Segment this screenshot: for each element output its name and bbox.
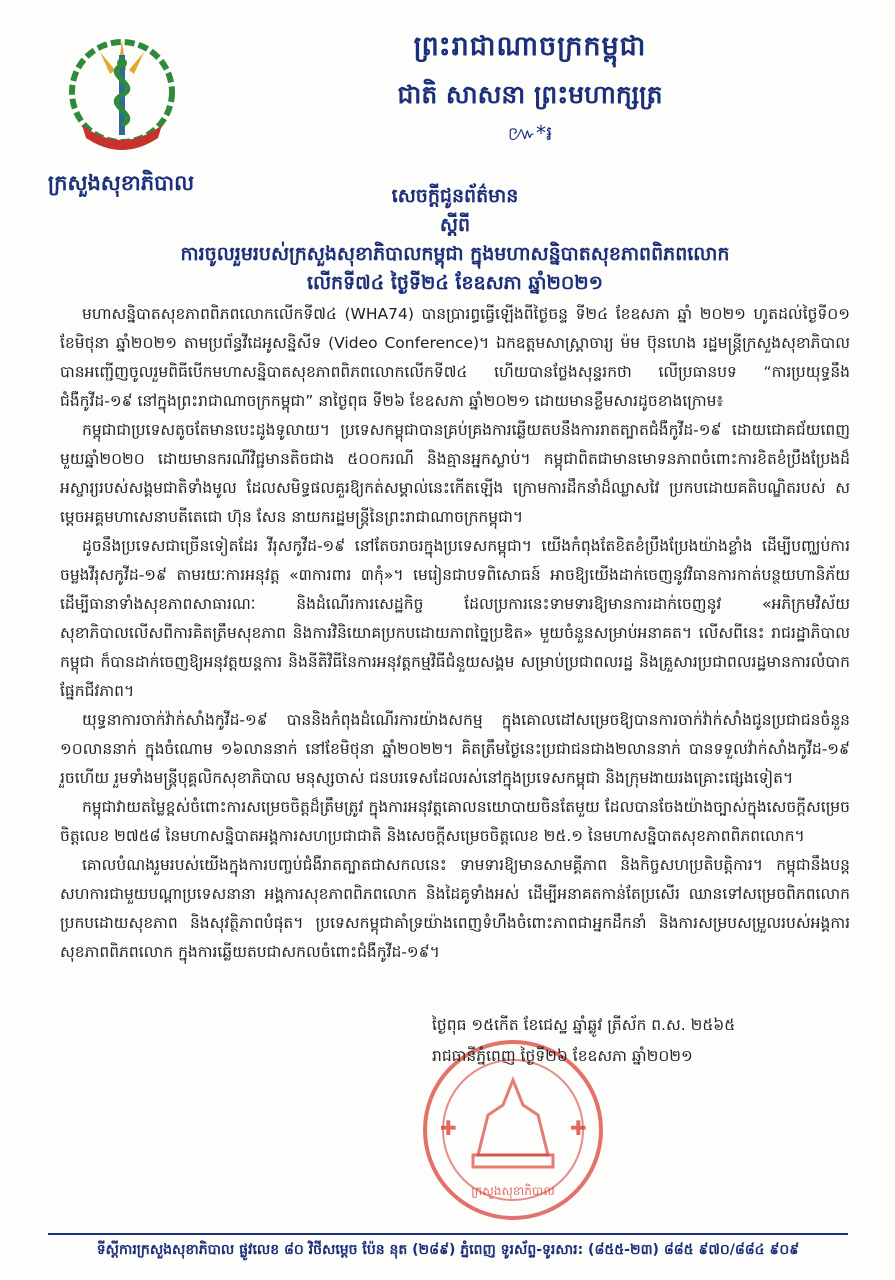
lunar-date: ថ្ងៃពុធ ១៥កើត ខែជេស្ឋ ឆ្នាំឆ្លូវ ត្រីស័ក ព.ស. ២៥៦៥ bbox=[432, 1016, 736, 1034]
ornament: ៚*៛ bbox=[507, 121, 553, 145]
kingdom-title: ព្រះរាជាណាចក្រកម្ពុជា bbox=[413, 31, 647, 62]
footer-address: ទីស្តីការក្រសួងសុខាភិបាល ផ្លូវលេខ ៨០ វិថីសម្តេច ប៉ែន នុត (២៨៩) ភ្នំពេញ ទូរស័ព្ទ-ទូរសារ: (៨៥៥-២៣) ៨៨៥ ៩៧០/៨៨៤ ៩០៩ bbox=[96, 1242, 800, 1258]
paragraph-5: កម្ពុជាវាយតម្លៃខ្ពស់ចំពោះការសម្រេចចិត្តដ៏ត្រឹមត្រូវ ក្នុងការអនុវត្តគោលនយោបាយចិនតែមួយ ដែលបានចែងយ៉ាងច្បាស់ក្នុងសេចក្តីសម្រេចចិត្តលេខ ២៧៥៨ នៃមហាសន្និបាតអង្គការសហប្រជាជាតិ និងសេចក្តីសម្រេចចិត្តលេខ ២៥.១ នៃមហាសន្និបាតសុខភាពពិភពលោក។ bbox=[60, 798, 850, 845]
paragraph-1: មហាសន្និបាតសុខភាពពិភពលោកលើកទី៧៤ (WHA74) បានប្រារព្ធធ្វើឡើងពីថ្ងៃចន្ទ ទី២៤ ខែឧសភា ឆ្នាំ ២០២១ ហូតដល់ថ្ងៃទី០១ ខែមិថុនា ឆ្នាំ២០២១ តាមប្រព័ន្ធវីដេអូសន្និសីទ (Video Conference)។ ឯកឧត្តមសាស្ត្រាចារ្យ ម៉ម ប៊ុនហេង រដ្ឋមន្ត្រីក្រសួងសុខាភិបាល បានអញ្ជើញចូលរួមពិធីបើកមហាសន្និបាតសុខភាពពិភពលោកលើកទី៧៤ ហើយបានថ្លែងសុន្ទរកថា លើប្រធានបទ “ការប្រយុទ្ធនឹងជំងឺកូវីដ-១៩ នៅក្នុងព្រះរាជាណាចក្រកម្ពុជា” នាថ្ងៃពុធ ទី២៦ ខែឧសភា ឆ្នាំ២០២១ ដោយមានខ្លឹមសារដូចខាងក្រោម៖ bbox=[60, 305, 850, 410]
paragraph-4: យុទ្ធនាការចាក់វ៉ាក់សាំងកូវីដ-១៩ បាននិងកំពុងដំណើរការយ៉ាងសកម្ម ក្នុងគោលដៅសម្រេចឱ្យបានការចាក់វ៉ាក់សាំងជូនប្រជាជនចំនួន ១០លាននាក់ ក្នុងចំណោម ១៦លាននាក់ នៅខែមិថុនា ឆ្នាំ២០២២។ គិតត្រឹមថ្ងៃនេះប្រជាជនជាង២លាននាក់ បានទទួលវ៉ាក់សាំងកូវីដ-១៩ រួចហើយ រួមទាំងមន្ត្រីបុគ្គលិកសុខាភិបាល មនុស្សចាស់ ជនបរទេសដែលរស់នៅក្នុងប្រទេសកម្ពុជា និងក្រុមងាយរងគ្រោះផ្សេងទៀត។ bbox=[60, 711, 850, 787]
paragraph-3: ដូចនឹងប្រទេសជាច្រើនទៀតដែរ វីរុសកូវីដ-១៩ នៅតែចរាចរក្នុងប្រទេសកម្ពុជា។ យើងកំពុងតែខិតខំប្រឹងប្រែងយ៉ាងខ្លាំង ដើម្បីបញ្ឈប់ការចម្លងវីរុសកូវីដ-១៩ តាមរយៈការអនុវត្ត «៣ការពារ ៣កុំ»។ មេរៀនជាបទពិសោធន៍ អាចឱ្យយើងដាក់ចេញនូវវិធានការកាត់បន្ថយហានិភ័យ ដើម្បីធានាទាំងសុខភាពសាធារណៈ និងដំណើរការសេដ្ឋកិច្ច ដែលប្រការនេះទាមទារឱ្យមានការដាក់ចេញនូវ «អភិក្រមវិស័យសុខាភិបាលលើសពីការគិតត្រឹមសុខភាព និងការវិនិយោគប្រកបដោយភាពច្នៃប្រឌិត» មួយចំនួនសម្រាប់អនាគត។ លើសពីនេះ រាជរដ្ឋាភិបាលកម្ពុជា ក៏បានដាក់ចេញឱ្យអនុវត្តយន្តការ និងនីតិវិធីនៃការអនុវត្តកម្មវិធីជំនួយសង្គម សម្រាប់ប្រជាពលរដ្ឋ និងគ្រួសារប្រជាពលរដ្ឋមានការលំបាកផ្នែកជីវភាព។ bbox=[60, 537, 850, 700]
ministry-emblem-icon bbox=[62, 30, 182, 165]
svg-text:✚: ✚ bbox=[440, 1116, 457, 1140]
title-line-2: ស្តីពី bbox=[439, 214, 471, 236]
paragraph-2: កម្ពុជាជាប្រទេសតូចតែមានបេះដូងទូលាយ។ ប្រទេសកម្ពុជាបានគ្រប់គ្រងការឆ្លើយតបនឹងការរាតត្បាតជំងឺកូវីដ-១៩ ដោយជោគជ័យពេញមួយឆ្នាំ២០២០ ដោយមានករណីវិជ្ជមានតិចជាង ៥០០ករណី និងគ្មានអ្នកស្លាប់។ កម្ពុជាពិតជាមានមោទនភាពចំពោះការខិតខំប្រឹងប្រែងដ៏អស្ចារ្យរបស់សង្គមជាតិទាំងមូល ដែលសមិទ្ធផលគួរឱ្យកត់សម្គាល់នេះកើតឡើង ក្រោមការដឹកនាំដ៏ឈ្លាសវៃ ប្រកបដោយគតិបណ្ឌិតរបស់ សម្តេចអគ្គមហាសេនាបតីតេជោ ហ៊ុន សែន នាយករដ្ឋមន្ត្រីនៃព្រះរាជាណាចក្រកម្ពុជា។ bbox=[60, 421, 850, 526]
footer-divider bbox=[48, 1233, 848, 1235]
title-line-1: សេចក្តីជូនព័ត៌មាន bbox=[391, 185, 519, 207]
ministry-name: ក្រសួងសុខាភិបាល bbox=[47, 171, 195, 195]
paragraph-6: គោលបំណងរួមរបស់យើងក្នុងការបញ្ចប់ជំងឺរាតត្បាតជាសកលនេះ ទាមទារឱ្យមានសាមគ្គីភាព និងកិច្ចសហប្រតិបត្តិការ។ កម្ពុជានឹងបន្តសហការជាមួយបណ្តាប្រទេសនានា អង្គការសុខភាពពិភពលោក និងដៃគូទាំងអស់ ដើម្បីអនាគតកាន់តែប្រសើរ ឈានទៅសម្រេចពិភពលោក ប្រកបដោយសុខភាព និងសុវត្ថិភាពបំផុត។ ប្រទេសកម្ពុជាគាំទ្រយ៉ាងពេញទំហឹងចំពោះភាពជាអ្នកដឹកនាំ និងការសម្របសម្រួលរបស់អង្គការសុខភាពពិភពលោក ក្នុងការឆ្លើយតបជាសកលចំពោះជំងឺកូវីដ-១៩។ bbox=[60, 856, 850, 961]
title-line-3: ការចូលរួមរបស់ក្រសួងសុខាភិបាលកម្ពុជា ក្នុងមហាសន្និបាតសុខភាពពិភពលោក bbox=[180, 243, 730, 265]
svg-text:✚: ✚ bbox=[570, 1116, 587, 1140]
document-title bbox=[60, 182, 850, 298]
national-motto: ជាតិ សាសនា ព្រះមហាក្សត្រ bbox=[397, 80, 663, 109]
document-body bbox=[60, 300, 850, 967]
title-line-4: លើកទី៧៤ ថ្ងៃទី២៤ ខែឧសភា ឆ្នាំ២០២១ bbox=[306, 272, 604, 294]
closing-block bbox=[432, 1010, 872, 1072]
seal-text: ក្រសួងសុខាភិបាល bbox=[471, 1184, 555, 1198]
place-and-date: រាជធានីភ្នំពេញ ថ្ងៃទី២៦ ខែឧសភា ឆ្នាំ២០២១ bbox=[432, 1047, 693, 1065]
letterhead bbox=[0, 0, 895, 195]
